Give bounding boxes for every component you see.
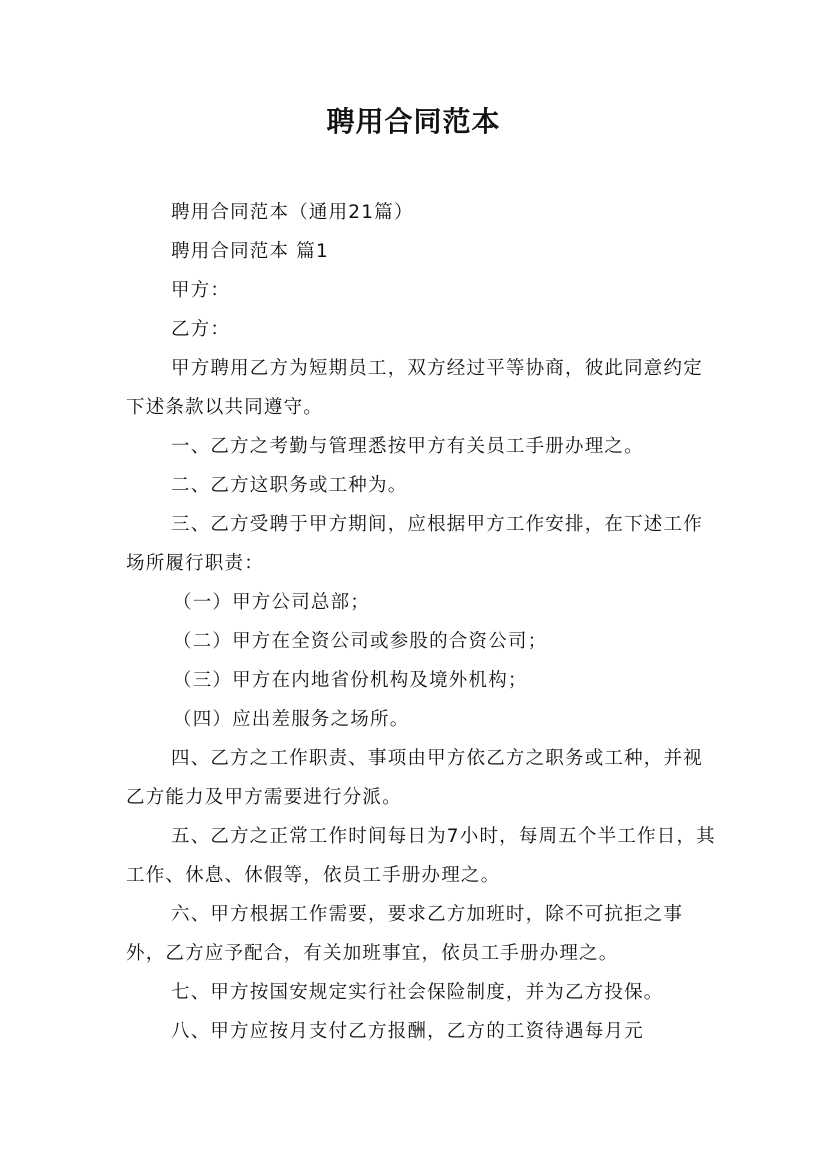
paragraph-clause-3-item-4: （四）应出差服务之场所。 bbox=[173, 709, 410, 730]
document-title: 聘用合同范本 bbox=[326, 105, 501, 138]
paragraph-subtitle: 聘用合同范本（通用21篇） bbox=[171, 202, 414, 223]
paragraph-clause-3-item-2: （二）甲方在全资公司或参股的合资公司； bbox=[173, 631, 548, 652]
paragraph-clause-3-item-1: （一）甲方公司总部； bbox=[173, 592, 371, 613]
paragraph-section-heading: 聘用合同范本 篇1 bbox=[171, 241, 329, 262]
paragraph-clause-2: 二、乙方这职务或工种为。 bbox=[171, 475, 408, 496]
paragraph-clause-7: 七、甲方按国安规定实行社会保险制度，并为乙方投保。 bbox=[171, 982, 664, 1003]
paragraph-clause-8: 八、甲方应按月支付乙方报酬，乙方的工资待遇每月元 bbox=[171, 1021, 644, 1042]
paragraph-preamble: 甲方聘用乙方为短期员工，双方经过平等协商，彼此同意约定下述条款以共同遵守。 bbox=[126, 358, 703, 418]
paragraph-clause-3-item-3: （三）甲方在内地省份机构及境外机构； bbox=[173, 670, 528, 691]
paragraph-clause-5: 五、乙方之正常工作时间每日为7小时，每周五个半工作日，其工作、休息、休假等，依员工手册办理之。 bbox=[126, 826, 716, 886]
document-body bbox=[126, 193, 716, 1051]
paragraph-clause-6: 六、甲方根据工作需要，要求乙方加班时，除不可抗拒之事外，乙方应予配合，有关加班事宜，依员工手册办理之。 bbox=[126, 904, 684, 964]
paragraph-clause-3: 三、乙方受聘于甲方期间，应根据甲方工作安排，在下述工作场所履行职责： bbox=[126, 514, 703, 574]
paragraph-clause-1: 一、乙方之考勤与管理悉按甲方有关员工手册办理之。 bbox=[171, 436, 644, 457]
paragraph-party-a: 甲方： bbox=[171, 280, 231, 301]
paragraph-clause-4: 四、乙方之工作职责、事项由甲方依乙方之职务或工种，并视乙方能力及甲方需要进行分派。 bbox=[126, 748, 703, 808]
paragraph-party-b: 乙方： bbox=[171, 319, 231, 340]
